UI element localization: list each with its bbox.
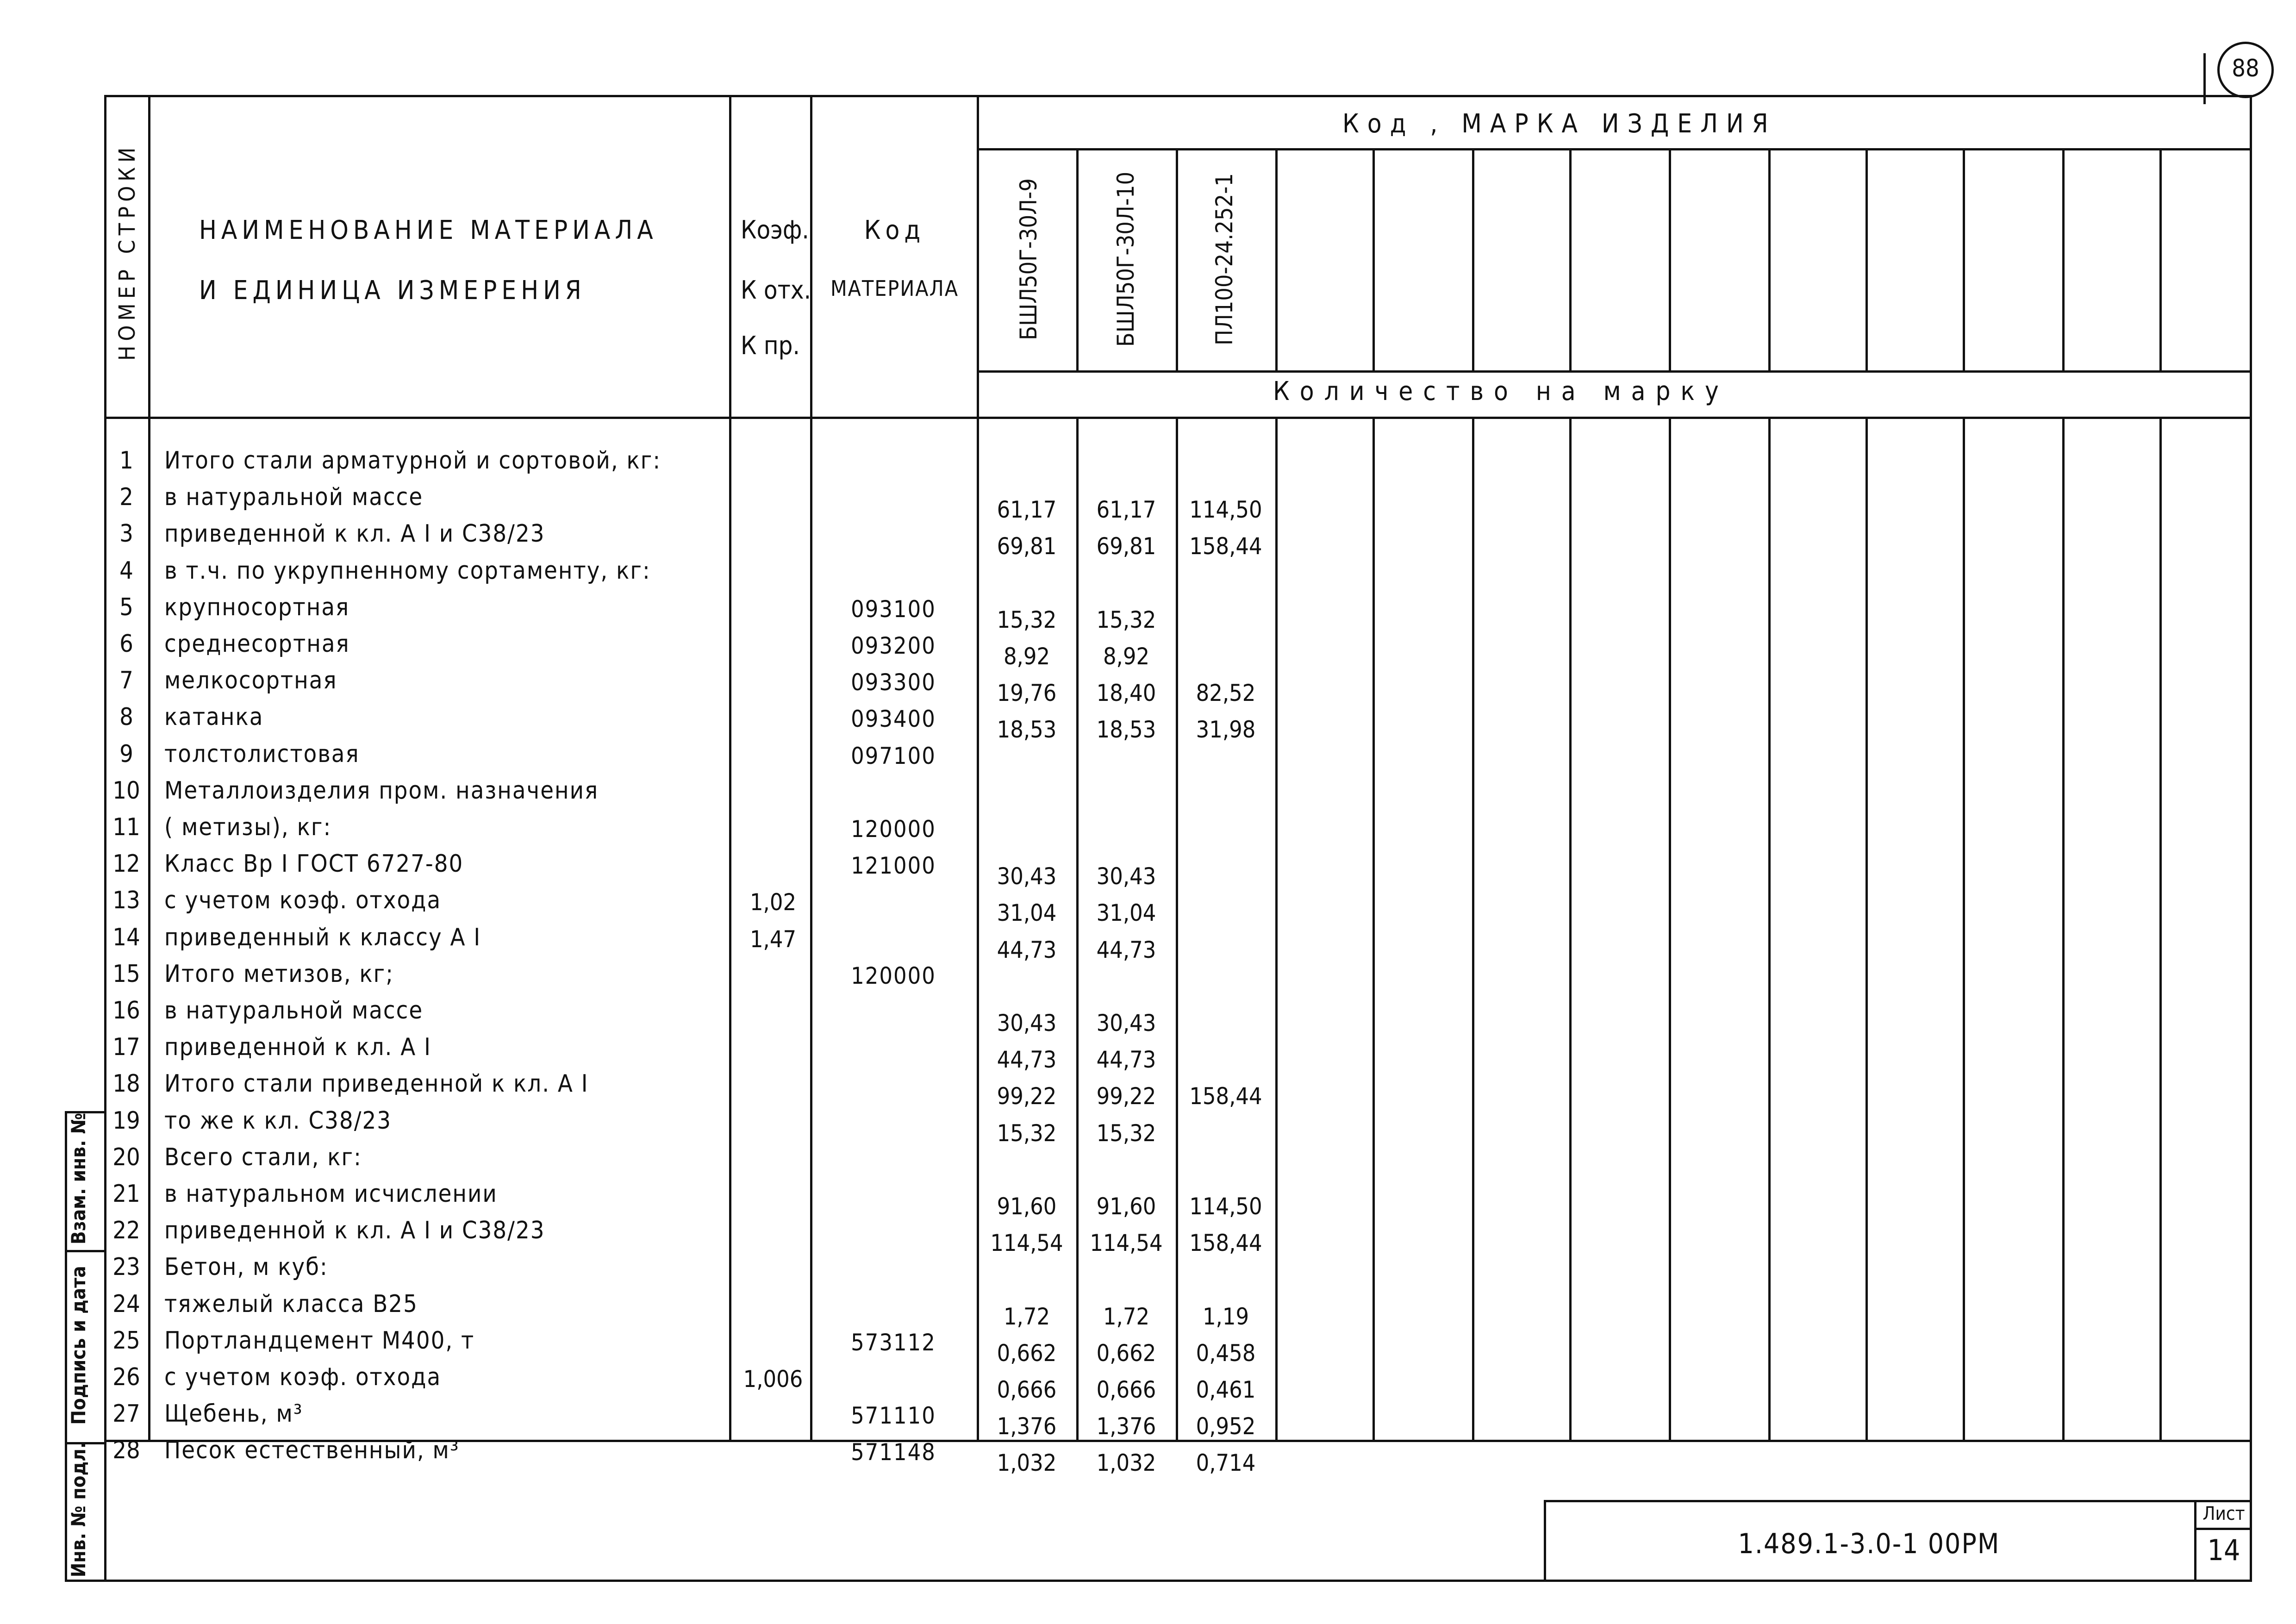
row-name: Класс Вр I ГОСТ 6727-80 bbox=[164, 850, 464, 878]
quantity-title-line bbox=[977, 370, 2252, 373]
row-value-product-1: 19,76 bbox=[997, 680, 1057, 707]
row-value-product-2: 15,32 bbox=[1096, 606, 1156, 633]
row-value-product-2: 15,32 bbox=[1096, 1119, 1156, 1147]
col-header-coef-line1: Коэф. bbox=[741, 215, 809, 244]
row-number: 21 bbox=[112, 1180, 140, 1208]
row-value-product-2: 31,04 bbox=[1096, 899, 1156, 927]
stamp-sign-date: Подпись и дата bbox=[67, 1266, 90, 1425]
row-value-product-1: 91,60 bbox=[997, 1193, 1057, 1220]
row-name: в натуральной массе bbox=[164, 997, 424, 1024]
row-number: 4 bbox=[119, 556, 133, 585]
col-header-name-line1: НАИМЕНОВАНИЕ МАТЕРИАЛА bbox=[199, 215, 658, 245]
row-number: 16 bbox=[112, 997, 140, 1024]
row-number: 2 bbox=[119, 483, 133, 512]
row-name: Щебень, м³ bbox=[164, 1400, 303, 1428]
row-number: 17 bbox=[112, 1033, 140, 1062]
row-value-product-1: 30,43 bbox=[997, 1010, 1057, 1037]
row-name: в т.ч. по укрупненному сортаменту, кг: bbox=[164, 556, 651, 585]
row-value-product-2: 44,73 bbox=[1096, 936, 1156, 963]
row-name: с учетом коэф. отхода bbox=[164, 887, 442, 915]
sheet-number: 14 bbox=[2207, 1533, 2240, 1567]
row-value-product-2: 30,43 bbox=[1096, 863, 1156, 890]
row-value-product-1: 0,662 bbox=[997, 1339, 1057, 1367]
row-coef: 1,47 bbox=[749, 925, 797, 953]
col-header-coef-line2: К отх. bbox=[741, 275, 811, 305]
col-header-code-line1: Код bbox=[864, 215, 925, 245]
product-name-2: БШЛ50Г-30Л-10 bbox=[1112, 171, 1139, 347]
row-number: 9 bbox=[119, 740, 133, 768]
row-value-product-2: 1,376 bbox=[1096, 1413, 1156, 1440]
row-name: среднесортная bbox=[164, 630, 350, 658]
row-value-product-1: 0,666 bbox=[997, 1376, 1057, 1403]
row-value-product-1: 69,81 bbox=[997, 533, 1057, 560]
row-value-product-2: 30,43 bbox=[1096, 1010, 1156, 1037]
frame-right bbox=[2250, 95, 2252, 1582]
row-code: 093300 bbox=[851, 669, 936, 696]
row-number: 10 bbox=[112, 776, 140, 805]
row-code: 120000 bbox=[851, 962, 936, 989]
product-name-1: БШЛ50Г-30Л-9 bbox=[1015, 178, 1042, 340]
row-number: 12 bbox=[112, 850, 140, 878]
row-name: приведенной к кл. А I и С38/23 bbox=[164, 520, 545, 548]
stamp-inv-orig: Инв. № подл. bbox=[67, 1442, 90, 1578]
col-line-name bbox=[729, 95, 731, 1440]
row-value-product-3: 0,714 bbox=[1196, 1449, 1256, 1477]
quantity-title: Количество на марку bbox=[1273, 376, 1729, 406]
row-code: 093100 bbox=[851, 595, 936, 623]
row-number: 22 bbox=[112, 1217, 140, 1245]
row-value-product-1: 44,73 bbox=[997, 936, 1057, 963]
sheet-label: Лист bbox=[2202, 1503, 2245, 1524]
row-value-product-1: 30,43 bbox=[997, 863, 1057, 890]
group-title-line bbox=[977, 148, 2252, 150]
row-coef: 1,02 bbox=[749, 889, 797, 916]
row-value-product-3: 31,98 bbox=[1196, 716, 1256, 743]
row-value-product-1: 8,92 bbox=[1003, 643, 1050, 670]
row-value-product-2: 99,22 bbox=[1096, 1083, 1156, 1110]
row-value-product-1: 114,54 bbox=[990, 1230, 1063, 1257]
row-name: с учетом коэф. отхода bbox=[164, 1363, 442, 1391]
row-value-product-3: 114,50 bbox=[1189, 1193, 1262, 1220]
row-number: 13 bbox=[112, 887, 140, 915]
row-number: 7 bbox=[119, 667, 133, 695]
row-number: 14 bbox=[112, 923, 140, 951]
row-value-product-3: 0,461 bbox=[1196, 1376, 1256, 1403]
row-name: приведенный к классу А I bbox=[164, 923, 481, 951]
row-number: 28 bbox=[112, 1437, 140, 1465]
row-name: Итого стали арматурной и сортовой, кг: bbox=[164, 447, 661, 475]
col-header-name-line2: И ЕДИНИЦА ИЗМЕРЕНИЯ bbox=[199, 275, 586, 306]
row-value-product-2: 44,73 bbox=[1096, 1046, 1156, 1074]
row-value-product-3: 158,44 bbox=[1189, 1230, 1262, 1257]
col-line-code bbox=[977, 95, 979, 1440]
row-name: крупносортная bbox=[164, 593, 350, 621]
title-block-sheet-divider bbox=[2194, 1528, 2252, 1530]
row-value-product-1: 99,22 bbox=[997, 1083, 1057, 1110]
header-bottom-line bbox=[104, 417, 2252, 419]
document-designation: 1.489.1-3.0-1 00РМ bbox=[1738, 1528, 2000, 1560]
title-block-top bbox=[1544, 1500, 2252, 1502]
row-name: толстолистовая bbox=[164, 740, 360, 768]
col-header-code-line2: МАТЕРИАЛА bbox=[830, 276, 959, 301]
row-value-product-2: 18,40 bbox=[1096, 680, 1156, 707]
row-value-product-3: 158,44 bbox=[1189, 533, 1262, 560]
row-number: 20 bbox=[112, 1143, 140, 1171]
row-number: 23 bbox=[112, 1253, 140, 1281]
row-value-product-2: 1,032 bbox=[1096, 1449, 1156, 1477]
row-value-product-3: 0,952 bbox=[1196, 1413, 1256, 1440]
row-number: 18 bbox=[112, 1070, 140, 1098]
row-value-product-2: 0,666 bbox=[1096, 1376, 1156, 1403]
row-value-product-2: 8,92 bbox=[1103, 643, 1150, 670]
row-name: ( метизы), кг: bbox=[164, 813, 332, 841]
row-name: Всего стали, кг: bbox=[164, 1143, 362, 1171]
row-value-product-2: 91,60 bbox=[1096, 1193, 1156, 1220]
row-number: 5 bbox=[119, 593, 133, 621]
row-name: в натуральном исчислении bbox=[164, 1180, 498, 1208]
row-code: 573112 bbox=[851, 1329, 936, 1356]
row-value-product-3: 158,44 bbox=[1189, 1083, 1262, 1110]
row-value-product-1: 15,32 bbox=[997, 606, 1057, 633]
row-value-product-2: 61,17 bbox=[1096, 496, 1156, 524]
row-code: 093400 bbox=[851, 706, 936, 733]
row-value-product-1: 15,32 bbox=[997, 1119, 1057, 1147]
frame-left bbox=[104, 95, 106, 1582]
row-code: 093200 bbox=[851, 632, 936, 659]
product-name-3: ПЛ100-24.252-1 bbox=[1211, 173, 1238, 345]
row-value-product-2: 114,54 bbox=[1090, 1230, 1163, 1257]
row-code: 097100 bbox=[851, 742, 936, 769]
col-header-coef-line3: К пр. bbox=[741, 331, 800, 360]
row-code: 571110 bbox=[851, 1402, 936, 1430]
group-title: Код , МАРКА ИЗДЕЛИЯ bbox=[1342, 109, 1777, 139]
row-number: 24 bbox=[112, 1290, 140, 1318]
row-value-product-2: 0,662 bbox=[1096, 1339, 1156, 1367]
row-name: Итого метизов, кг; bbox=[164, 960, 394, 988]
row-name: Песок естественный, м³ bbox=[164, 1437, 460, 1465]
row-name: тяжелый класса В25 bbox=[164, 1290, 418, 1318]
row-value-product-2: 18,53 bbox=[1096, 716, 1156, 743]
row-value-product-1: 1,72 bbox=[1003, 1303, 1050, 1330]
row-code: 571148 bbox=[851, 1439, 936, 1466]
row-value-product-3: 114,50 bbox=[1189, 496, 1262, 524]
row-value-product-3: 0,458 bbox=[1196, 1339, 1256, 1367]
row-number: 26 bbox=[112, 1363, 140, 1391]
row-number: 3 bbox=[119, 520, 133, 548]
row-name: Итого стали приведенной к кл. А I bbox=[164, 1070, 589, 1098]
row-name: Металлоизделия пром. назначения bbox=[164, 776, 599, 805]
row-coef: 1,006 bbox=[743, 1366, 803, 1393]
row-value-product-1: 1,032 bbox=[997, 1449, 1057, 1477]
row-value-product-1: 1,376 bbox=[997, 1413, 1057, 1440]
frame-bottom bbox=[104, 1580, 2252, 1582]
row-number: 19 bbox=[112, 1106, 140, 1135]
row-number: 27 bbox=[112, 1400, 140, 1428]
row-name: то же к кл. С38/23 bbox=[164, 1106, 392, 1135]
col-line-number bbox=[148, 95, 150, 1440]
col-header-row-number: НОМЕР СТРОКИ bbox=[114, 143, 140, 361]
row-name: катанка bbox=[164, 703, 264, 731]
row-value-product-3: 1,19 bbox=[1202, 1303, 1249, 1330]
row-value-product-1: 18,53 bbox=[997, 716, 1057, 743]
row-number: 1 bbox=[119, 447, 133, 475]
row-code: 121000 bbox=[851, 852, 936, 880]
row-number: 15 bbox=[112, 960, 140, 988]
row-number: 25 bbox=[112, 1326, 140, 1355]
stamp-inv-repl: Взам. инв. № bbox=[67, 1112, 90, 1245]
row-number: 8 bbox=[119, 703, 133, 731]
row-number: 6 bbox=[119, 630, 133, 658]
row-value-product-3: 82,52 bbox=[1196, 680, 1256, 707]
row-number: 11 bbox=[112, 813, 140, 841]
row-value-product-1: 31,04 bbox=[997, 899, 1057, 927]
page-number: 88 bbox=[2232, 55, 2259, 82]
row-name: в натуральной массе bbox=[164, 483, 424, 512]
row-value-product-2: 69,81 bbox=[1096, 533, 1156, 560]
row-name: приведенной к кл. А I bbox=[164, 1033, 431, 1062]
row-code: 120000 bbox=[851, 816, 936, 843]
row-value-product-1: 61,17 bbox=[997, 496, 1057, 524]
row-name: Портландцемент М400, т bbox=[164, 1326, 475, 1355]
row-value-product-1: 44,73 bbox=[997, 1046, 1057, 1074]
row-name: приведенной к кл. А I и С38/23 bbox=[164, 1217, 545, 1245]
frame-top bbox=[104, 95, 2252, 97]
row-name: мелкосортная bbox=[164, 667, 337, 695]
row-value-product-2: 1,72 bbox=[1103, 1303, 1150, 1330]
row-name: Бетон, м куб: bbox=[164, 1253, 328, 1281]
